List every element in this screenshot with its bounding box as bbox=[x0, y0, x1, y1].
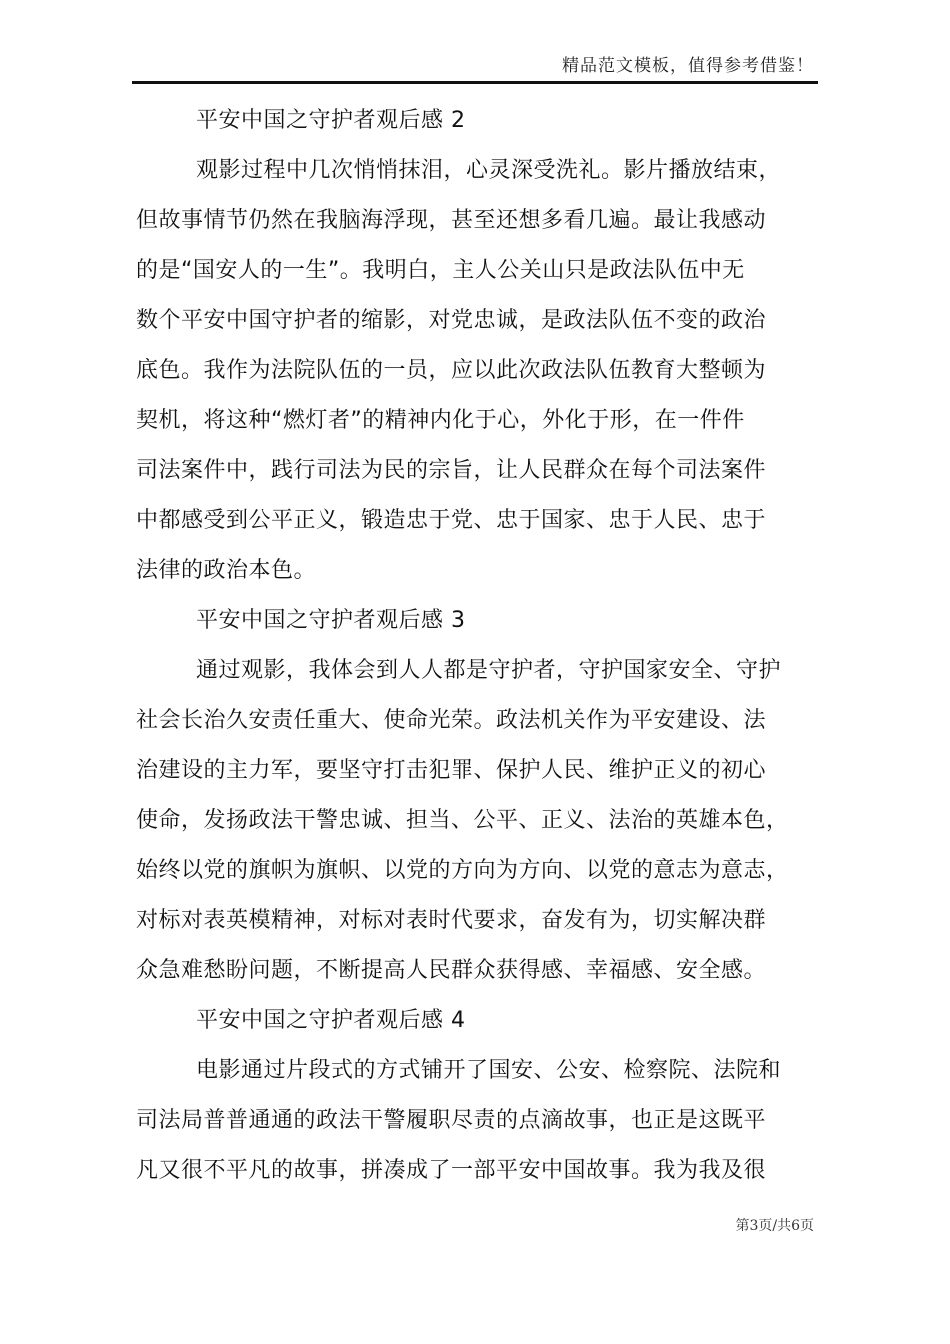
text-line: 治建设的主力军，要坚守打击犯罪、保护人民、维护正义的初心 bbox=[136, 758, 767, 783]
text-line: 观影过程中几次悄悄抹泪，心灵深受洗礼。影片播放结束， bbox=[196, 158, 782, 183]
text-line: 司法局普普通通的政法干警履职尽责的点滴故事，也正是这既平 bbox=[136, 1108, 767, 1133]
document-body bbox=[136, 96, 818, 1196]
text-line: 凡又很不平凡的故事，拼凑成了一部平安中国故事。我为我及很 bbox=[136, 1158, 767, 1183]
text-line: 司法案件中，践行司法为民的宗旨，让人民群众在每个司法案件 bbox=[136, 458, 767, 483]
text-line: 底色。我作为法院队伍的一员，应以此次政法队伍教育大整顿为 bbox=[136, 358, 767, 383]
text-line: 的是“国安人的一生”。我明白，主人公关山只是政法队伍中无 bbox=[136, 258, 745, 283]
text-line: 但故事情节仍然在我脑海浮现，甚至还想多看几遍。最让我感动 bbox=[136, 208, 767, 233]
header-note: 精品范文模板，值得参考借鉴！ bbox=[562, 56, 814, 76]
text-line: 社会长治久安责任重大、使命光荣。政法机关作为平安建设、法 bbox=[136, 708, 767, 733]
text-line: 数个平安中国守护者的缩影，对党忠诚，是政法队伍不变的政治 bbox=[136, 308, 767, 333]
header-rule bbox=[132, 81, 818, 84]
page-number: 第3页/共6页 bbox=[735, 1218, 814, 1234]
text-line: 契机，将这种“燃灯者”的精神内化于心，外化于形，在一件件 bbox=[136, 408, 745, 433]
text-line: 中都感受到公平正义，锻造忠于党、忠于国家、忠于人民、忠于 bbox=[136, 508, 767, 533]
section-heading: 平安中国之守护者观后感 2 bbox=[196, 108, 466, 133]
text-line: 使命，发扬政法干警忠诚、担当、公平、正义、法治的英雄本色， bbox=[136, 808, 789, 833]
text-line: 通过观影，我体会到人人都是守护者，守护国家安全、守护 bbox=[196, 658, 782, 683]
text-line: 众急难愁盼问题，不断提高人民群众获得感、幸福感、安全感。 bbox=[136, 958, 767, 983]
section-heading: 平安中国之守护者观后感 3 bbox=[196, 608, 466, 633]
section-heading: 平安中国之守护者观后感 4 bbox=[196, 1008, 466, 1033]
text-line: 始终以党的旗帜为旗帜、以党的方向为方向、以党的意志为意志， bbox=[136, 858, 789, 883]
text-line: 电影通过片段式的方式铺开了国安、公安、检察院、法院和 bbox=[196, 1058, 782, 1083]
text-line: 对标对表英模精神，对标对表时代要求，奋发有为，切实解决群 bbox=[136, 908, 767, 933]
text-line: 法律的政治本色。 bbox=[136, 558, 317, 583]
